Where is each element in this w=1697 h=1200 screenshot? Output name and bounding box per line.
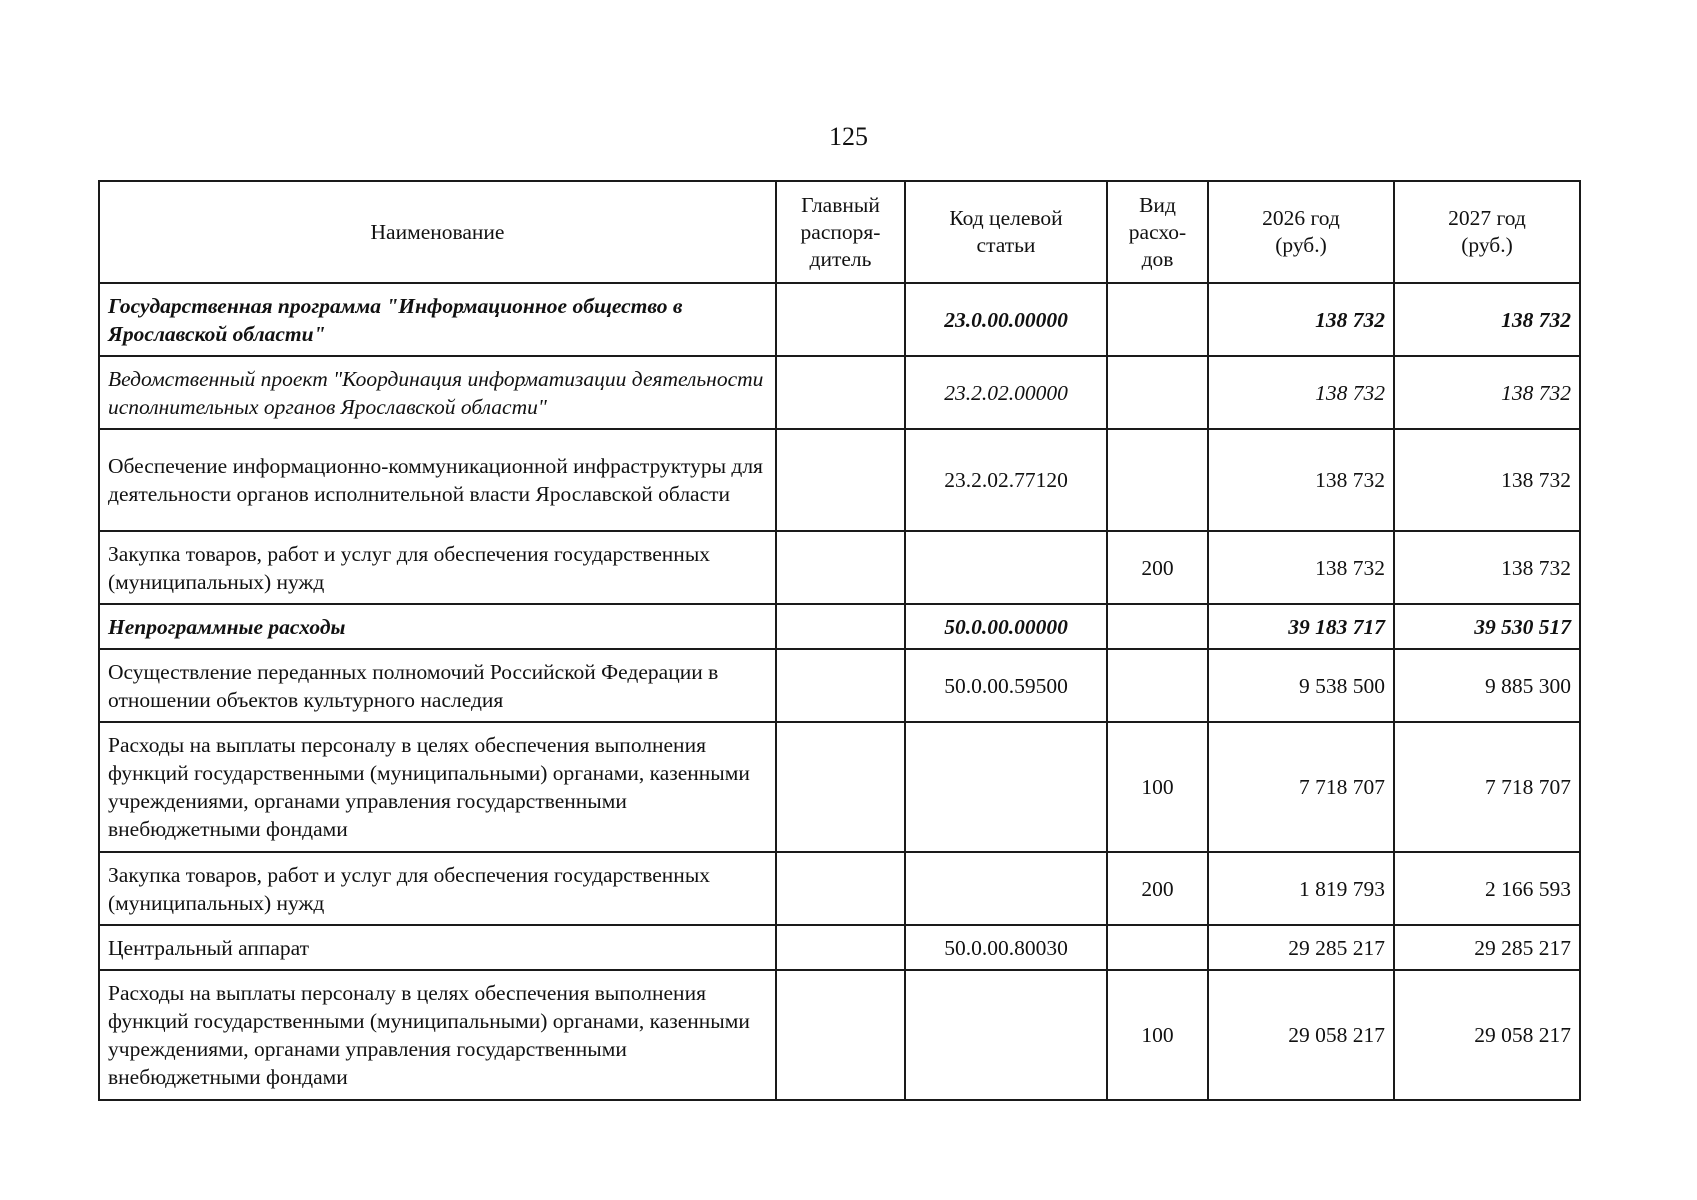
row-name: Расходы на выплаты персоналу в целях обеспечения выполнения функций государственными (муниципальными) органами, казенными учреждениями, органами управления государственными внебюджетными фондами	[99, 722, 776, 852]
header-name: Наименование	[99, 181, 776, 283]
table-row	[99, 925, 1580, 970]
row-name: Осуществление переданных полномочий Российской Федерации в отношении объектов культурного наследия	[99, 649, 776, 722]
table-row	[99, 604, 1580, 649]
row-2026: 39 183 717	[1208, 604, 1394, 649]
table-row	[99, 429, 1580, 531]
row-code	[905, 531, 1107, 604]
table-row	[99, 722, 1580, 852]
row-type: 100	[1107, 970, 1208, 1100]
row-type: 100	[1107, 722, 1208, 852]
row-type	[1107, 283, 1208, 356]
row-type: 200	[1107, 852, 1208, 925]
row-manager	[776, 970, 905, 1100]
row-2026: 9 538 500	[1208, 649, 1394, 722]
table-row	[99, 970, 1580, 1100]
header-2026: 2026 год (руб.)	[1208, 181, 1394, 283]
row-name: Центральный аппарат	[99, 925, 776, 970]
row-code	[905, 852, 1107, 925]
row-2027: 29 058 217	[1394, 970, 1580, 1100]
row-2026: 138 732	[1208, 356, 1394, 429]
row-name: Закупка товаров, работ и услуг для обеспечения государственных (муниципальных) нужд	[99, 531, 776, 604]
row-name: Обеспечение информационно-коммуникационной инфраструктуры для деятельности органов исполнительной власти Ярославской области	[99, 429, 776, 531]
row-code	[905, 722, 1107, 852]
table-row	[99, 283, 1580, 356]
row-code: 23.0.00.00000	[905, 283, 1107, 356]
table-row	[99, 531, 1580, 604]
row-code: 23.2.02.77120	[905, 429, 1107, 531]
row-manager	[776, 356, 905, 429]
row-name: Расходы на выплаты персоналу в целях обеспечения выполнения функций государственными (муниципальными) органами, казенными учреждениями, органами управления государственными внебюджетными фондами	[99, 970, 776, 1100]
row-2027: 138 732	[1394, 429, 1580, 531]
row-code: 50.0.00.80030	[905, 925, 1107, 970]
row-2027: 39 530 517	[1394, 604, 1580, 649]
row-2027: 9 885 300	[1394, 649, 1580, 722]
row-name: Ведомственный проект "Координация информатизации деятельности исполнительных органов Ярославской области"	[99, 356, 776, 429]
table-row	[99, 356, 1580, 429]
row-2026: 138 732	[1208, 283, 1394, 356]
row-manager	[776, 604, 905, 649]
row-type	[1107, 604, 1208, 649]
row-2026: 29 285 217	[1208, 925, 1394, 970]
row-2027: 138 732	[1394, 356, 1580, 429]
header-2027: 2027 год (руб.)	[1394, 181, 1580, 283]
page-number: 125	[829, 122, 868, 151]
row-manager	[776, 852, 905, 925]
row-type	[1107, 356, 1208, 429]
row-code: 23.2.02.00000	[905, 356, 1107, 429]
row-manager	[776, 429, 905, 531]
row-name: Государственная программа "Информационное общество в Ярославской области"	[99, 283, 776, 356]
budget-table	[98, 180, 1581, 1101]
header-code: Код целевой статьи	[905, 181, 1107, 283]
row-2027: 29 285 217	[1394, 925, 1580, 970]
table-row	[99, 649, 1580, 722]
row-code: 50.0.00.00000	[905, 604, 1107, 649]
row-2026: 29 058 217	[1208, 970, 1394, 1100]
row-manager	[776, 925, 905, 970]
row-type	[1107, 429, 1208, 531]
row-manager	[776, 531, 905, 604]
row-2027: 138 732	[1394, 531, 1580, 604]
row-type	[1107, 925, 1208, 970]
row-2027: 2 166 593	[1394, 852, 1580, 925]
row-manager	[776, 283, 905, 356]
row-type	[1107, 649, 1208, 722]
row-2027: 138 732	[1394, 283, 1580, 356]
header-manager: Главный распоря- дитель	[776, 181, 905, 283]
row-name: Непрограммные расходы	[99, 604, 776, 649]
row-manager	[776, 722, 905, 852]
header-type: Вид расхо- дов	[1107, 181, 1208, 283]
row-2027: 7 718 707	[1394, 722, 1580, 852]
row-code: 50.0.00.59500	[905, 649, 1107, 722]
table-row	[99, 852, 1580, 925]
row-2026: 7 718 707	[1208, 722, 1394, 852]
row-2026: 1 819 793	[1208, 852, 1394, 925]
row-name: Закупка товаров, работ и услуг для обеспечения государственных (муниципальных) нужд	[99, 852, 776, 925]
row-manager	[776, 649, 905, 722]
header-row	[99, 181, 1580, 283]
row-code	[905, 970, 1107, 1100]
row-2026: 138 732	[1208, 429, 1394, 531]
row-type: 200	[1107, 531, 1208, 604]
row-2026: 138 732	[1208, 531, 1394, 604]
